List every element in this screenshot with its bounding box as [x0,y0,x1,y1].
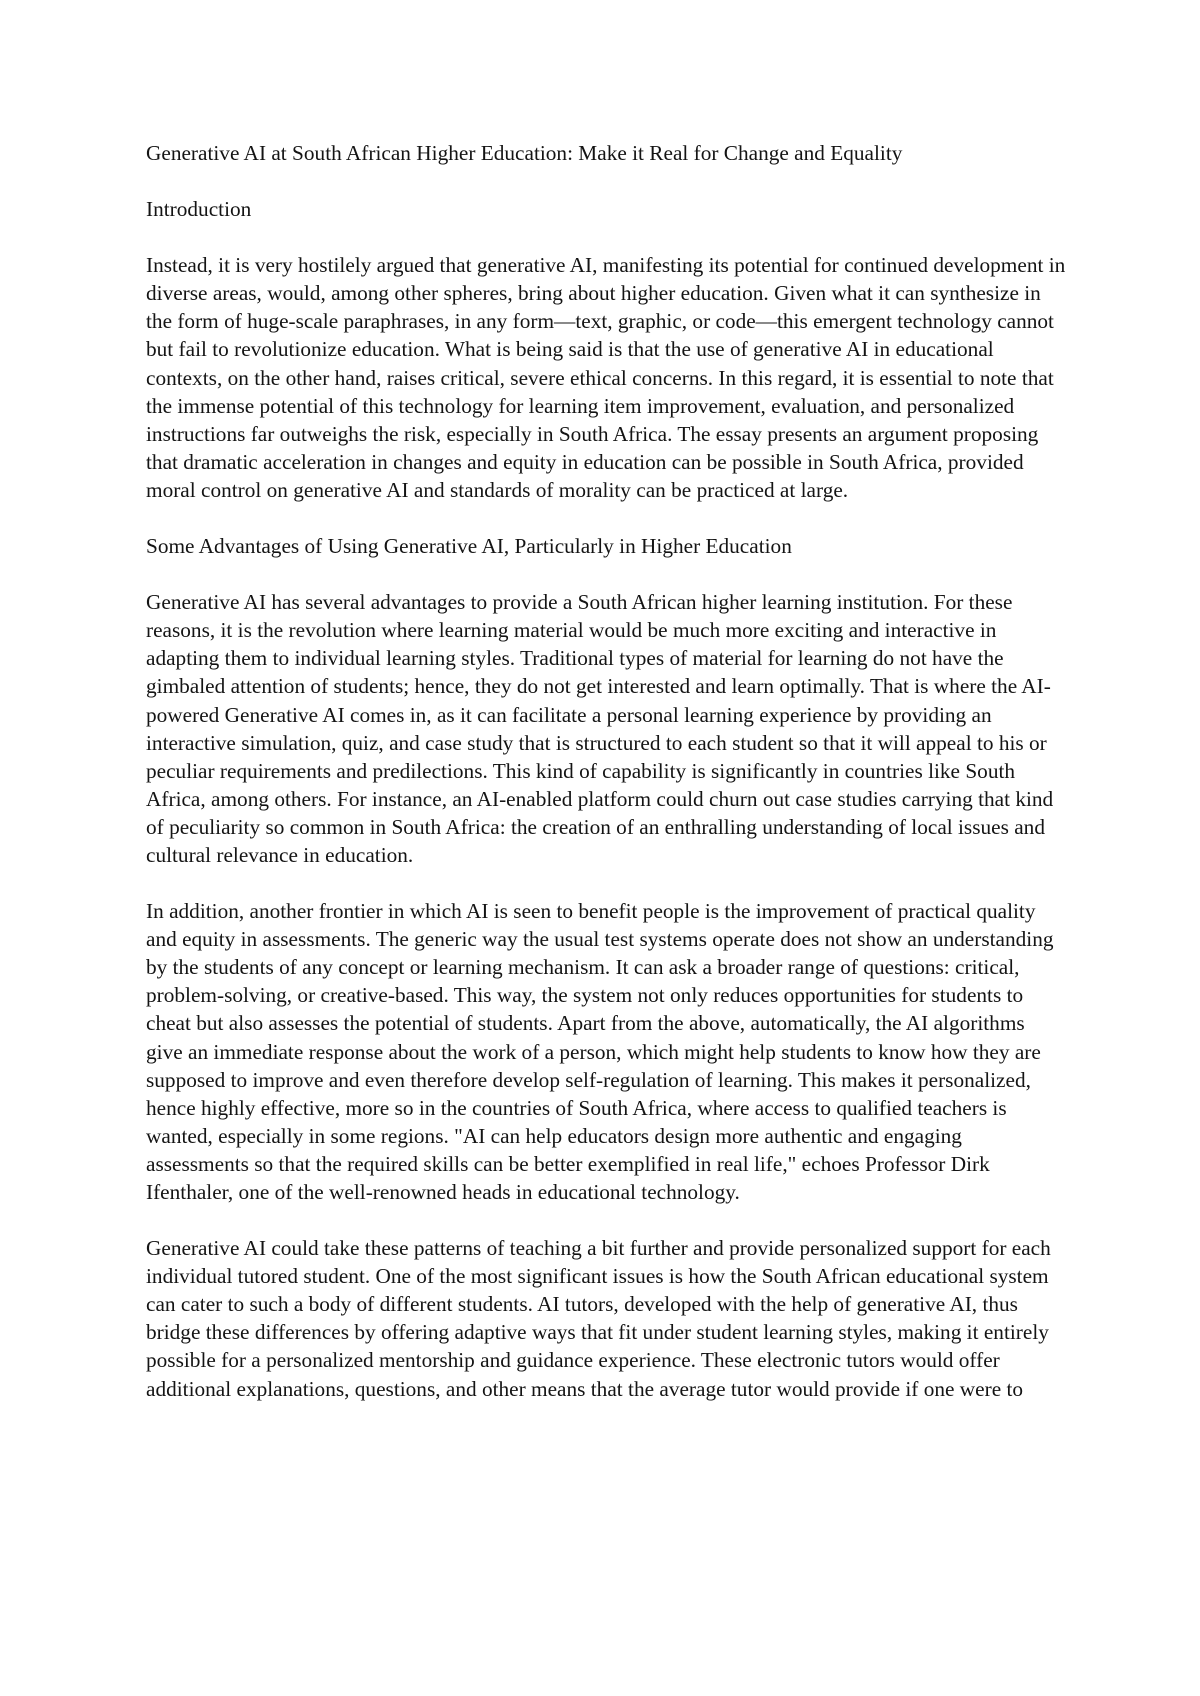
document-title: Generative AI at South African Higher Education: Make it Real for Change and Equality [146,141,903,165]
body-paragraph-3: Generative AI could take these patterns of teaching a bit further and provide personalized support for each individual tutored student. One of the most significant issues is how the South African educational system can cater to such a body of different students. AI tutors, developed with the help of generative AI, thus bridge these differences by offering adaptive ways that fit under student learning styles, making it entirely possible for a personalized mentorship and guidance experience. These electronic tutors would offer additional explanations, questions, and other means that the average tutor would provide if one were to [146,1236,1051,1401]
intro-heading: Introduction [146,197,252,222]
intro-paragraph: Instead, it is very hostilely argued that generative AI, manifesting its potential for continued development in diverse areas, would, among other spheres, bring about higher education. Given what it can synthesize in the form of huge-scale paraphrases, in any form—text, graphic, or code—this emergent technology cannot but fail to revolutionize education. What is being said is that the use of generative AI in educational contexts, on the other hand, raises critical, severe ethical concerns. In this regard, it is essential to note that the immense potential of this technology for learning item improvement, evaluation, and personalized instructions far outweighs the risk, especially in South Africa. The essay presents an argument proposing that dramatic acceleration in changes and equity in education can be possible in South Africa, provided moral control on generative AI and standards of morality can be practiced at large. [146,253,1066,502]
document-page [146,139,1066,1431]
body-paragraph-1: Generative AI has several advantages to provide a South African higher learning institution. For these reasons, it is the revolution where learning material would be much more exciting and interactive in adapting them to individual learning styles. Traditional types of material for learning do not have the gimbaled attention of students; hence, they do not get interested and learn optimally. That is where the AI-powered Generative AI comes in, as it can facilitate a personal learning experience by providing an interactive simulation, quiz, and case study that is structured to each student so that it will appeal to his or peculiar requirements and predilections. This kind of capability is significantly in countries like South Africa, among others. For instance, an AI-enabled platform could churn out case studies carrying that kind of peculiarity so common in South Africa: the creation of an enthralling understanding of local issues and cultural relevance in education. [146,590,1054,867]
section-heading: Some Advantages of Using Generative AI, Particularly in Higher Education [146,534,792,559]
body-paragraph-2: In addition, another frontier in which AI is seen to benefit people is the improvement of practical quality and equity in assessments. The generic way the usual test systems operate does not show an understanding by the students of any concept or learning mechanism. It can ask a broader range of questions: critical, problem-solving, or creative-based. This way, the system not only reduces opportunities for students to cheat but also assesses the potential of students. Apart from the above, automatically, the AI algorithms give an immediate response about the work of a person, which might help students to know how they are supposed to improve and even therefore develop self-regulation of learning. This makes it personalized, hence highly effective, more so in the countries of South Africa, where access to qualified teachers is wanted, especially in some regions. "AI can help educators design more authentic and engaging assessments so that the required skills can be better exemplified in real life," echoes Professor Dirk Ifenthaler, one of the well-renowned heads in educational technology. [146,899,1054,1204]
